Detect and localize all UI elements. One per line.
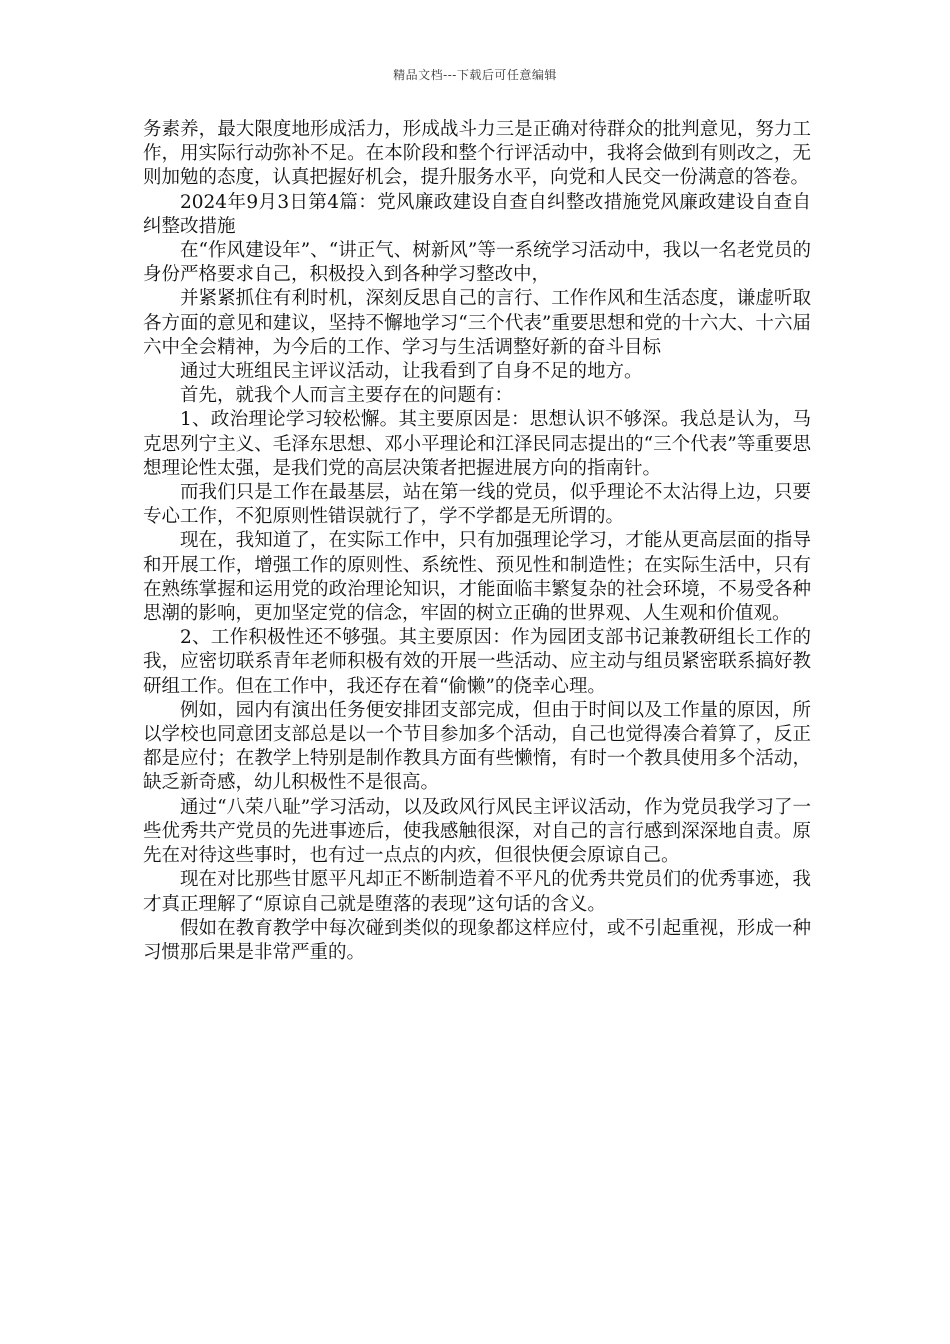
paragraph: 2024年9月3日第4篇：党风廉政建设自查自纠整改措施党风廉政建设自查自纠整改措施	[143, 191, 811, 237]
paragraph: 通过“八荣八耻”学习活动，以及政风行风民主评议活动，作为党员我学习了一些优秀共产党员的先进事迹后，使我感触很深，对自己的言行感到深深地自责。原先在对待这些事时，也有过一点点的内疚，但很快便会原谅自己。	[143, 796, 811, 867]
paragraph: 而我们只是工作在最基层，站在第一线的党员，似乎理论不太沾得上边，只要专心工作，不犯原则性错误就行了，学不学都是无所谓的。	[143, 482, 811, 528]
document-body	[143, 118, 811, 965]
page-header: 精品文档---下载后可任意编辑	[393, 68, 557, 82]
paragraph: 现在对比那些甘愿平凡却正不断制造着不平凡的优秀共党员们的优秀事迹，我才真正理解了“原谅自己就是堕落的表现”这句话的含义。	[143, 869, 811, 915]
paragraph: 例如，园内有演出任务便安排团支部完成，但由于时间以及工作量的原因，所以学校也同意团支部总是以一个节目参加多个活动，自己也觉得凑合着算了，反正都是应付；在教学上特别是制作教具方面有些懒惰，有时一个教具使用多个活动，缺乏新奇感，幼儿积极性不是很高。	[143, 699, 811, 794]
paragraph: 务素养，最大限度地形成活力，形成战斗力三是正确对待群众的批判意见，努力工作，用实际行动弥补不足。在本阶段和整个行评活动中，我将会做到有则改之，无则加勉的态度，认真把握好机会，提升服务水平，向党和人民交一份满意的答卷。	[143, 119, 811, 189]
paragraph: 在“作风建设年”、“讲正气、树新风”等一系统学习活动中，我以一名老党员的身份严格要求自己，积极投入到各种学习整改中，	[143, 240, 811, 286]
paragraph: 2、工作积极性还不够强。其主要原因：作为园团支部书记兼教研组长工作的我，应密切联系青年老师积极有效的开展一些活动、应主动与组员紧密联系搞好教研组工作。但在工作中，我还存在着“偷懒”的侥幸心理。	[143, 627, 811, 697]
paragraph: 并紧紧抓住有利时机，深刻反思自己的言行、工作作风和生活态度，谦虚听取各方面的意见和建议，坚持不懈地学习“三个代表”重要思想和党的十六大、十六届六中全会精神，为今后的工作、学习与生活调整好新的奋斗目标	[143, 288, 811, 358]
paragraph: 现在，我知道了，在实际工作中，只有加强理论学习，才能从更高层面的指导和开展工作，增强工作的原则性、系统性、预见性和制造性；在实际生活中，只有在熟练掌握和运用党的政治理论知识，才能面临丰繁复杂的社会环境，不易受各种思潮的影响，更加坚定党的信念，牢固的树立正确的世界观、人生观和价值观。	[143, 530, 811, 625]
paragraph: 1、政治理论学习较松懈。其主要原因是：思想认识不够深。我总是认为，马克思列宁主义、毛泽东思想、邓小平理论和江泽民同志提出的“三个代表”等重要思想理论性太强，是我们党的高层决策者把握进展方向的指南针。	[143, 409, 811, 479]
paragraph: 首先，就我个人而言主要存在的问题有：	[180, 385, 514, 407]
paragraph: 假如在教育教学中每次碰到类似的现象都这样应付，或不引起重视，形成一种习惯那后果是非常严重的。	[143, 917, 811, 963]
paragraph: 通过大班组民主评议活动，让我看到了自身不足的地方。	[180, 361, 643, 383]
